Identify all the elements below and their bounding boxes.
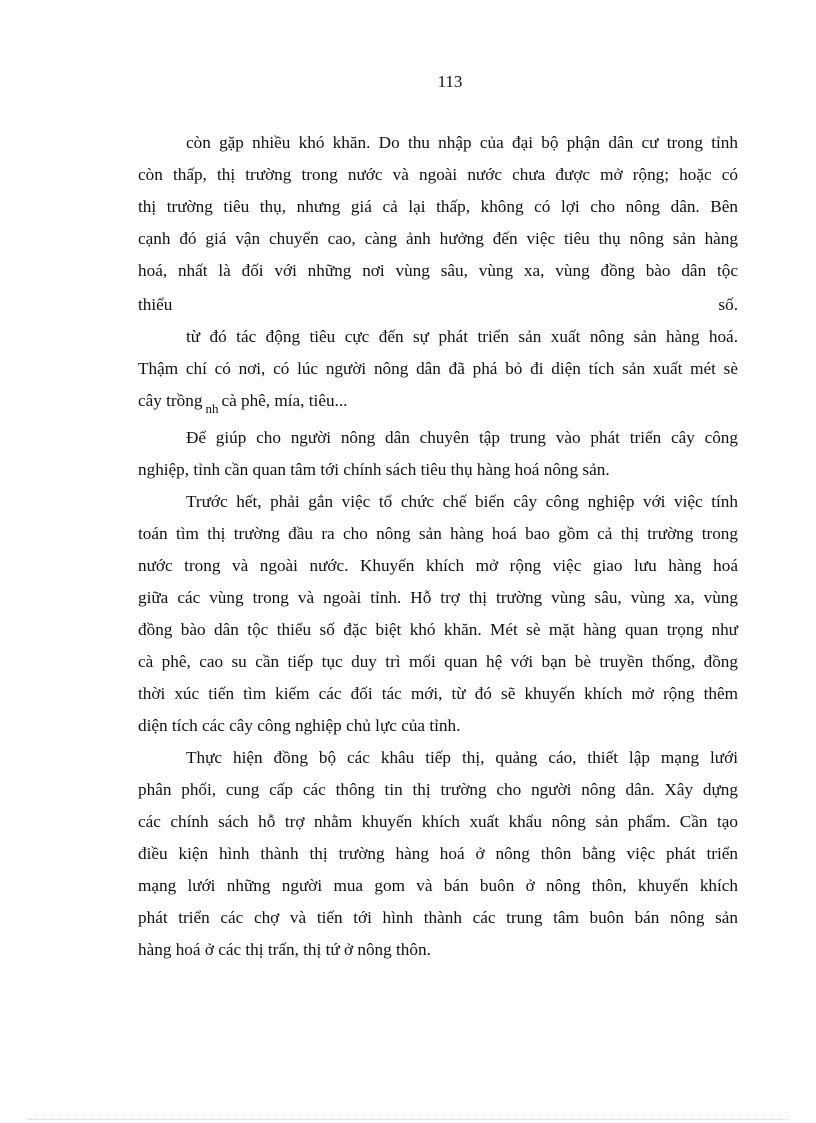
text-line: cạnh đó giá vận chuyển cao, càng ảnh hưởng đến việc tiêu thụ nông sản hàng xyxy=(138,229,738,248)
page-number: 113 xyxy=(437,72,463,91)
text-line: còn gặp nhiều khó khăn. Do thu nhập của đại bộ phận dân cư trong tỉnh xyxy=(186,133,738,152)
text-line: Thực hiện đồng bộ các khâu tiếp thị, quảng cáo, thiết lập mạng lưới xyxy=(186,748,738,767)
text-line: mạng lưới những người mua gom và bán buôn ở nông thôn, khuyến khích xyxy=(138,876,738,895)
text-line: từ đó tác động tiêu cực đến sự phát triển sản xuất nông sản hàng hoá. xyxy=(186,327,738,346)
text-line-split xyxy=(138,294,738,316)
text-line: đồng bào dân tộc thiểu số đặc biệt khó khăn. Mét sè mặt hàng quan trọng như xyxy=(138,620,738,639)
split-right: số. xyxy=(718,295,738,314)
text-line: Thậm chí có nơi, có lúc người nông dân đã phá bỏ đi diện tích sản xuất mét sè xyxy=(138,359,738,378)
text-line: các chính sách hỗ trợ nhằm khuyến khích xuất khẩu nông sản phẩm. Cần tạo xyxy=(138,812,738,831)
text-line: Để giúp cho người nông dân chuyên tập trung vào phát triển cây công xyxy=(186,428,738,447)
text-line: giữa các vùng trong và ngoài tỉnh. Hỗ trợ thị trường vùng sâu, vùng xa, vùng xyxy=(138,588,738,607)
crop-subscript: nh xyxy=(205,401,219,416)
text-line: phát triển các chợ và tiến tới hình thành các trung tâm buôn bán nông sản xyxy=(138,908,738,927)
crop-end: cà phê, mía, tiêu... xyxy=(221,391,348,410)
text-line: nghiệp, tỉnh cần quan tâm tới chính sách tiêu thụ hàng hoá nông sản. xyxy=(138,460,610,479)
text-line: cà phê, cao su cần tiếp tục duy trì mối quan hệ với bạn bè truyền thống, đồng xyxy=(138,652,738,671)
text-line: thời xúc tiến tìm kiếm các đối tác mới, từ đó sẽ khuyến khích mở rộng thêm xyxy=(138,684,738,703)
text-line: Trước hết, phải gắn việc tổ chức chế biến cây công nghiệp với việc tính xyxy=(186,492,738,511)
text-line: hoá, nhất là đối với những nơi vùng sâu, vùng xa, vùng đồng bào dân tộc xyxy=(138,261,738,280)
text-line: còn thấp, thị trường trong nước và ngoài nước chưa được mở rộng; hoặc có xyxy=(138,165,738,184)
text-line: thị trường tiêu thụ, nhưng giá cả lại thấp, không có lợi cho nông dân. Bên xyxy=(138,197,738,216)
crop-start: cây trồng xyxy=(138,391,203,410)
text-line: diện tích các cây công nghiệp chủ lực của tỉnh. xyxy=(138,716,461,735)
text-line: toán tìm thị trường đầu ra cho nông sản hàng hoá bao gồm cả thị trường trong xyxy=(138,524,738,543)
text-line: hàng hoá ở các thị trấn, thị tứ ở nông thôn. xyxy=(138,940,431,959)
page-bottom-divider xyxy=(28,1119,788,1120)
text-line: điều kiện hình thành thị trường hàng hoá ở nông thôn bằng việc phát triển xyxy=(138,844,738,863)
text-line: phân phối, cung cấp các thông tin thị trường cho người nông dân. Xây dựng xyxy=(138,780,738,799)
text-line-crops xyxy=(138,390,738,416)
text-line: nước trong và ngoài nước. Khuyến khích mở rộng việc giao lưu hàng hoá xyxy=(138,556,738,575)
split-left: thiểu xyxy=(138,295,173,314)
